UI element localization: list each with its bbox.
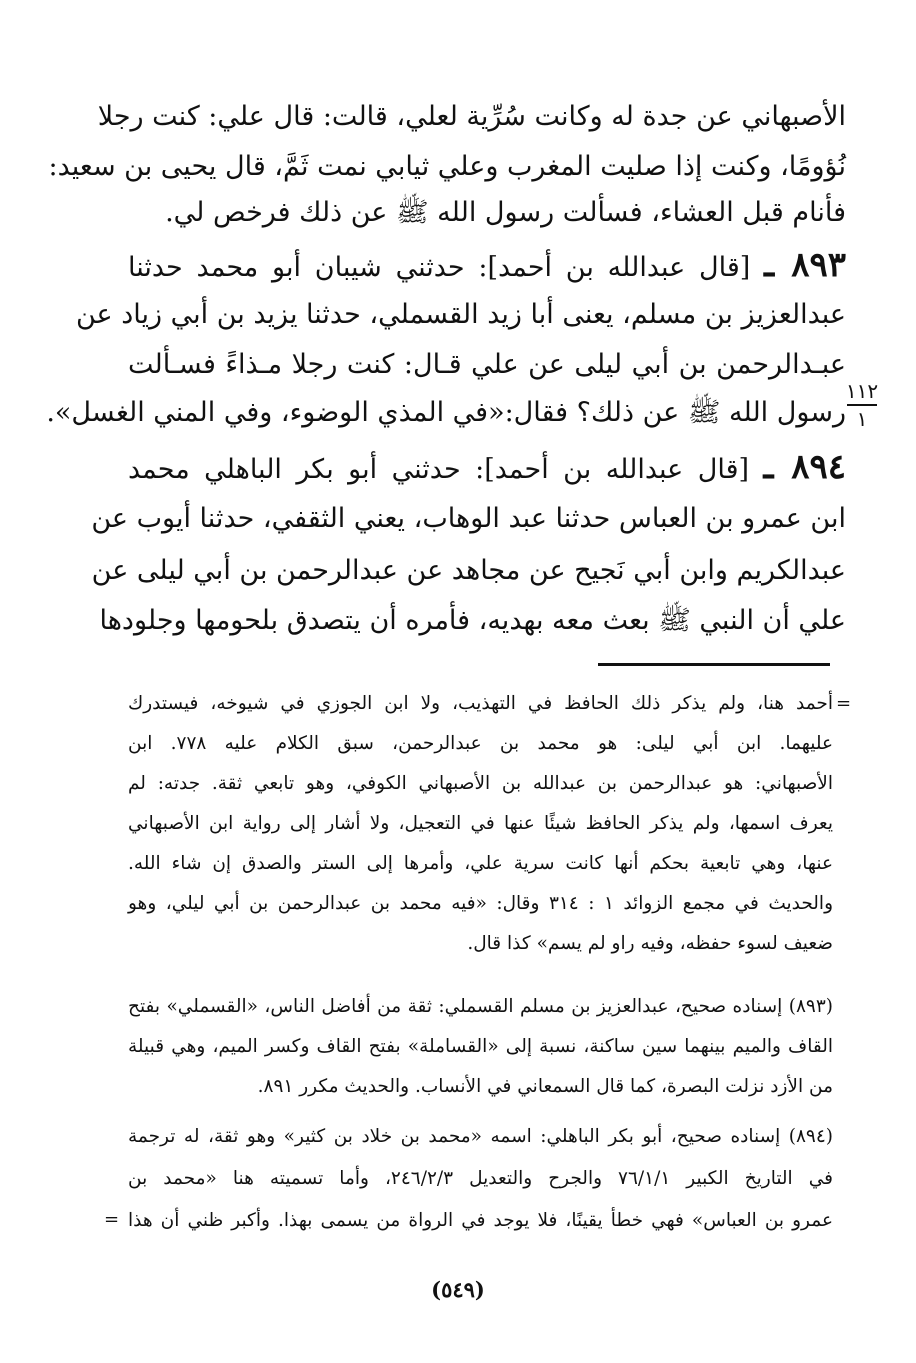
footnote-line: عليهما. ابن أبي ليلى: هو محمد بن عبدالرحمن، سبق الكلام عليه ٧٧٨. ابن xyxy=(128,733,833,754)
text-line: عبدالعزيز بن مسلم، يعنى أبا زيد القسملي، حدثنا يزيد بن أبي زياد عن xyxy=(75,299,846,330)
margin-ref-top: ١١٢ xyxy=(845,379,879,403)
text-line: ابن عمرو بن العباس حدثنا عبد الوهاب، يعني الثقفي، حدثنا أيوب عن xyxy=(91,503,846,534)
footnote-line: القاف والميم بينهما سين ساكنة، نسبة إلى «القساملة» بفتح القاف وكسر الميم، وهي قبيلة xyxy=(128,1036,833,1057)
footnote-893-line: (٨٩٣) إسناده صحيح، عبدالعزيز بن مسلم القسملي: ثقة من أفاضل الناس، «القسملي» بفتح xyxy=(128,996,833,1017)
footnote-line: عنها، وهي تابعية بحكم أنها كانت سرية علي، وأمرها إلى الستر والصدق إن شاء الله. xyxy=(128,853,833,874)
hadith-894-line xyxy=(128,442,846,492)
footnote-line: الأصبهاني: هو عبدالرحمن بن عبدالله بن الأصبهاني الكوفي، وهو تابعي ثقة. جدته: لم xyxy=(128,773,833,794)
footnote-line: من الأزد نزلت البصرة، كما قال السمعاني في الأنساب. والحديث مكرر ٨٩١. xyxy=(257,1076,833,1097)
footnote-line: والحديث في مجمع الزوائد ١ : ٣١٤ وقال: «فيه محمد بن عبدالرحمن بن أبي ليلي، وهو xyxy=(128,893,834,914)
text-line: الأصبهاني عن جدة له وكانت سُرِّية لعلي، قالت: قال علي: كنت رجلا xyxy=(97,101,846,132)
hadith-number: ٨٩٣ ـ xyxy=(764,245,846,285)
text-line: رسول الله ﷺ عن ذلك؟ فقال:«في المذي الوضوء، وفي المني الغسل». xyxy=(46,397,846,428)
text-segment: [قال عبدالله بن أحمد]: حدثني أبو بكر الباهلي محمد xyxy=(128,454,750,485)
text-line: عبـدالرحمن بن أبي ليلى عن علي قـال: كنت رجلا مـذاءً فسـألت xyxy=(128,349,846,380)
margin-ref-divider xyxy=(847,404,877,406)
margin-reference xyxy=(842,380,882,430)
footnote-line: عمرو بن العباس» فهي خطأ يقينًا، فلا يوجد في الرواة من يسمى بهذا. وأكبر ظني أن هذا xyxy=(128,1210,833,1231)
continuation-mark-top: = xyxy=(836,693,852,714)
continuation-mark-bottom: = xyxy=(104,1209,120,1230)
footnote-894-line: (٨٩٤) إسناده صحيح، أبو بكر الباهلي: اسمه «محمد بن خلاد بن كثير» وهو ثقة، له ترجمة xyxy=(128,1126,834,1147)
text-line: فأنام قبل العشاء، فسألت رسول الله ﷺ عن ذلك فرخص لي. xyxy=(165,197,846,228)
margin-ref-bottom: ١ xyxy=(856,406,868,431)
text-line: علي أن النبي ﷺ بعث معه بهديه، فأمره أن يتصدق بلحومها وجلودها xyxy=(99,605,846,636)
hadith-893-line xyxy=(128,240,846,290)
footnote-line: أحمد هنا، ولم يذكر ذلك الحافظ في التهذيب، ولا ابن الجوزي في شيوخه، فيستدرك xyxy=(128,693,833,714)
hadith-number: ٨٩٤ ـ xyxy=(763,447,846,487)
text-line: عبدالكريم وابن أبي نَجيح عن مجاهد عن عبدالرحمن بن أبي ليلى عن xyxy=(91,555,846,586)
footnote-line: في التاريخ الكبير ٧٦/١/١ والجرح والتعديل ٢٤٦/٢/٣، وأما تسميته هنا «محمد بن xyxy=(128,1168,833,1189)
text-segment: [قال عبدالله بن أحمد]: حدثني شيبان أبو محمد حدثنا xyxy=(128,252,751,283)
footnote-separator xyxy=(598,663,830,666)
text-line: نُؤومًا، وكنت إذا صليت المغرب وعلي ثيابي نمت ثَمَّ، قال يحيى بن سعيد: xyxy=(48,151,846,182)
footnote-line: ضعيف لسوء حفظه، وفيه راو لم يسم» كذا قال. xyxy=(467,933,833,954)
footnote-line: يعرف اسمها، ولم يذكر الحافظ شيئًا عنها في التعجيل، ولا أشار إلى رواية ابن الأصبهاني xyxy=(128,813,833,834)
page-number: (٥٤٩) xyxy=(431,1277,485,1302)
